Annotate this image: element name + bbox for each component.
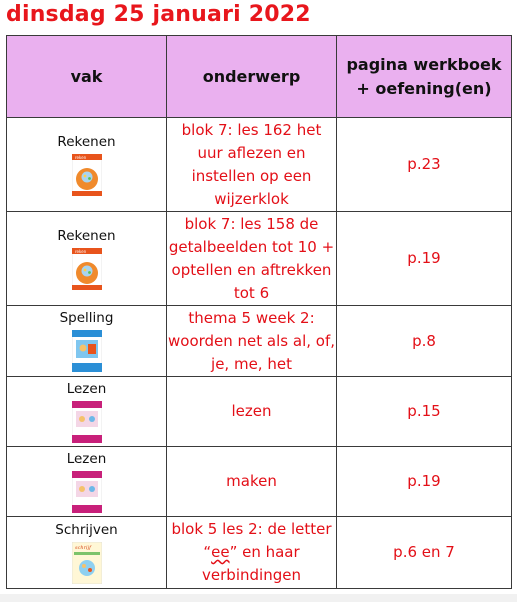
rekenen-book-icon bbox=[72, 248, 102, 290]
table-row bbox=[7, 118, 512, 212]
vak-label: Rekenen bbox=[57, 227, 116, 244]
topic-highlight: ee bbox=[211, 543, 230, 561]
vak-cell bbox=[7, 377, 167, 447]
header-row bbox=[7, 36, 512, 118]
vak-cell bbox=[7, 118, 167, 212]
pagina-cell: p.8 bbox=[337, 306, 512, 377]
header-onderwerp: onderwerp bbox=[167, 36, 337, 118]
vak-cell bbox=[7, 517, 167, 589]
header-pagina bbox=[337, 36, 512, 118]
svg-text:reken: reken bbox=[74, 248, 86, 254]
topic-text-before: blok 5 les 2: de letter “ bbox=[171, 520, 332, 561]
bottom-strip bbox=[0, 594, 517, 602]
lezen-book-icon bbox=[72, 471, 102, 513]
vak-cell bbox=[7, 306, 167, 377]
vak-label: Lezen bbox=[66, 450, 107, 467]
header-pagina-line2: + oefening(en) bbox=[356, 78, 492, 98]
page-title: dinsdag 25 januari 2022 bbox=[6, 2, 311, 27]
schrijven-book-icon bbox=[72, 542, 102, 584]
header-vak: vak bbox=[7, 36, 167, 118]
vak-cell bbox=[7, 212, 167, 306]
table-row bbox=[7, 212, 512, 306]
svg-text:schrijf: schrijf bbox=[74, 544, 91, 551]
header-pagina-line1: pagina werkboek bbox=[346, 54, 502, 74]
table-row bbox=[7, 377, 512, 447]
onderwerp-cell: maken bbox=[167, 447, 337, 517]
spelling-book-icon bbox=[72, 330, 102, 372]
vak-cell bbox=[7, 447, 167, 517]
vak-label: Spelling bbox=[59, 310, 114, 326]
pagina-cell: p.23 bbox=[337, 118, 512, 212]
onderwerp-cell: lezen bbox=[167, 377, 337, 447]
lezen-book-icon bbox=[72, 401, 102, 443]
onderwerp-cell: blok 7: les 162 het uur aflezen en instellen op een wijzerklok bbox=[167, 118, 337, 212]
onderwerp-cell bbox=[167, 517, 337, 589]
onderwerp-cell: blok 7: les 158 de getalbeelden tot 10 + optellen en aftrekken tot 6 bbox=[167, 212, 337, 306]
vak-label: Rekenen bbox=[57, 133, 116, 150]
rekenen-book-icon bbox=[72, 154, 102, 196]
svg-text:reken: reken bbox=[74, 154, 86, 160]
pagina-cell: p.19 bbox=[337, 212, 512, 306]
table-row bbox=[7, 306, 512, 377]
topic-text-after: ” en haar verbindingen bbox=[202, 543, 301, 584]
vak-label: Lezen bbox=[66, 380, 107, 397]
onderwerp-cell: thema 5 week 2: woorden net als al, of, je, me, het bbox=[167, 306, 337, 377]
vak-label: Schrijven bbox=[55, 521, 118, 538]
pagina-cell: p.6 en 7 bbox=[337, 517, 512, 589]
table-row bbox=[7, 517, 512, 589]
pagina-cell: p.19 bbox=[337, 447, 512, 517]
table-row bbox=[7, 447, 512, 517]
pagina-cell: p.15 bbox=[337, 377, 512, 447]
schedule-table bbox=[6, 35, 512, 589]
